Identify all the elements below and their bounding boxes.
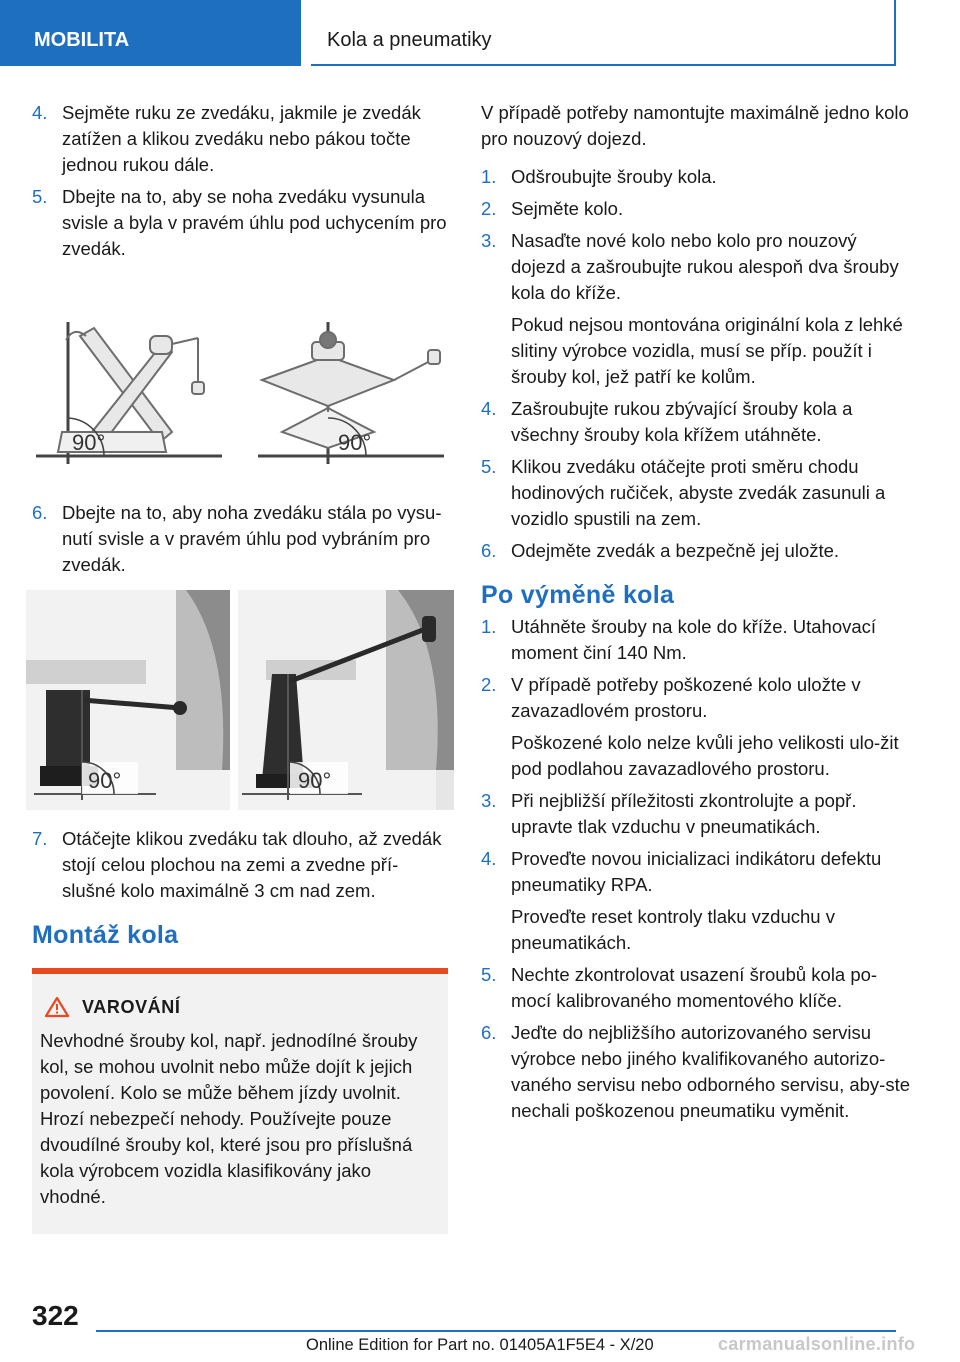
step-text: Utáhněte šrouby na kole do kříže. Utahovací moment činí 140 Nm.: [511, 616, 877, 663]
footer-divider: [96, 1330, 896, 1332]
step-number: 6.: [481, 540, 497, 561]
step-item: [481, 538, 911, 564]
step-text: Odejměte zvedák a bezpečně jej uložte.: [511, 540, 840, 561]
step-text: Sejměte kolo.: [511, 198, 624, 219]
angle-label: 90°: [88, 768, 122, 793]
step-text: Dbejte na to, aby noha zvedáku stála po vysu-nutí svisle a v pravém úhlu pod vybráním pro zvedák.: [62, 502, 442, 575]
angle-label: 90°: [72, 430, 106, 455]
step-text: Klikou zvedáku otáčejte proti směru chodu hodinových ručiček, abyste zvedák zasunuli a vozidlo spustili na zem.: [511, 456, 886, 529]
step-number: 3.: [481, 790, 497, 811]
warning-title-row: [40, 994, 440, 1020]
angle-label: 90°: [298, 768, 332, 793]
step-item: [481, 962, 911, 1014]
angle-label: 90°: [338, 430, 372, 455]
step-note: Proveďte reset kontroly tlaku vzduchu v pneumatikách.: [511, 906, 835, 953]
step-item: [32, 500, 448, 578]
warning-triangle-icon: [44, 996, 70, 1018]
step-item: [481, 196, 911, 222]
step-item: [481, 454, 911, 532]
step-number: 2.: [481, 198, 497, 219]
header-separator: [299, 0, 311, 66]
step-number: 2.: [481, 674, 497, 695]
step-number: 6.: [32, 502, 48, 523]
step-number: 4.: [481, 398, 497, 419]
section-heading: Montáž kola: [32, 921, 179, 949]
section-label: MOBILITA: [0, 0, 299, 66]
jack-line-drawing: [32, 282, 448, 482]
chapter-label: Kola a pneumatiky: [311, 0, 896, 66]
step-note: Poškozené kolo nelze kvůli jeho velikosti ulo-žit pod podlahou zavazadlového prostoru.: [511, 732, 899, 779]
step-text: V případě potřeby poškozené kolo uložte v zavazadlovém prostoru.: [511, 674, 861, 721]
step-number: 5.: [481, 964, 497, 985]
step-number: 4.: [32, 102, 48, 123]
left-column: [32, 100, 448, 1234]
jack-photo-figure: [26, 590, 454, 810]
step-number: 5.: [481, 456, 497, 477]
step-text: Otáčejte klikou zvedáku tak dlouho, až zvedák stojí celou plochou na zemi a zvedne pří-slušné kolo maximálně 3 cm nad zem.: [62, 828, 442, 901]
warning-text: Nevhodné šrouby kol, např. jednodílné šrouby kol, se mohou uvolnit nebo může dojít k jejich povolení. Kolo se může během jízdy uvolnit. Hrozí nebezpečí nehody. Používejte pouze dvoudílné šrouby kol, které jsou pro příslušná kola výrobcem vozidla klasifikovány jako vhodné.: [40, 1030, 418, 1207]
warning-box: [32, 968, 448, 1234]
step-item: [32, 100, 448, 178]
step-text: Proveďte novou inicializaci indikátoru defektu pneumatiky RPA.: [511, 848, 882, 895]
step-text: Jeďte do nejbližšího autorizovaného servisu výrobce nebo jiného kvalifikovaného autorizo-vaného servisu nebo odborného servisu, aby-ste nechali poškozenou pneumatiku vyměnit.: [511, 1022, 911, 1121]
step-note: Pokud nejsou montována originální kola z lehké slitiny výrobce vozidla, musí se příp. použít i šrouby kol, jež patří ke kolům.: [511, 314, 903, 387]
step-text: Dbejte na to, aby se noha zvedáku vysunula svisle a byla v pravém úhlu pod uchycením pro zvedák.: [62, 186, 447, 259]
step-number: 5.: [32, 186, 48, 207]
step-number: 4.: [481, 848, 497, 869]
step-text: Nechte zkontrolovat usazení šroubů kola po-mocí kalibrovaného momentového klíče.: [511, 964, 878, 1011]
step-item: [481, 614, 911, 666]
page-number: 322: [32, 1300, 79, 1331]
step-item: [481, 672, 911, 782]
step-number: 1.: [481, 616, 497, 637]
step-text: Nasaďte nové kolo nebo kolo pro nouzový dojezd a zašroubujte rukou alespoň dva šrouby kola do kříže.: [511, 230, 899, 303]
section-heading: Po výměně kola: [481, 581, 675, 609]
step-text: Sejměte ruku ze zvedáku, jakmile je zvedák zatížen a klikou zvedáku nebo pákou točte jednou rukou dále.: [62, 102, 421, 175]
step-item: [32, 184, 448, 262]
step-item: [481, 396, 911, 448]
step-number: 6.: [481, 1022, 497, 1043]
step-item: [32, 826, 448, 904]
step-text: Zašroubujte rukou zbývající šrouby kola a všechny šrouby kola křížem utáhněte.: [511, 398, 853, 445]
step-item: [481, 228, 911, 390]
intro-paragraph: V případě potřeby namontujte maximálně jedno kolo pro nouzový dojezd.: [481, 102, 909, 149]
jack-photo-illustration: [26, 590, 454, 810]
jack-diagram-figure: [32, 282, 448, 482]
step-text: Odšroubujte šrouby kola.: [511, 166, 717, 187]
page-header: [0, 0, 960, 66]
step-number: 7.: [32, 828, 48, 849]
step-number: 3.: [481, 230, 497, 251]
warning-title: VAROVÁNÍ: [82, 997, 181, 1017]
edition-text: Online Edition for Part no. 01405A1F5E4 - X/20: [306, 1336, 654, 1354]
step-item: [481, 164, 911, 190]
step-item: [481, 846, 911, 956]
step-item: [481, 788, 911, 840]
step-item: [481, 1020, 911, 1124]
step-number: 1.: [481, 166, 497, 187]
right-column: [481, 100, 911, 1130]
step-text: Při nejbližší příležitosti zkontrolujte a popř. upravte tlak vzduchu v pneumatikách.: [511, 790, 857, 837]
watermark: carmanualsonline.info: [718, 1334, 916, 1354]
